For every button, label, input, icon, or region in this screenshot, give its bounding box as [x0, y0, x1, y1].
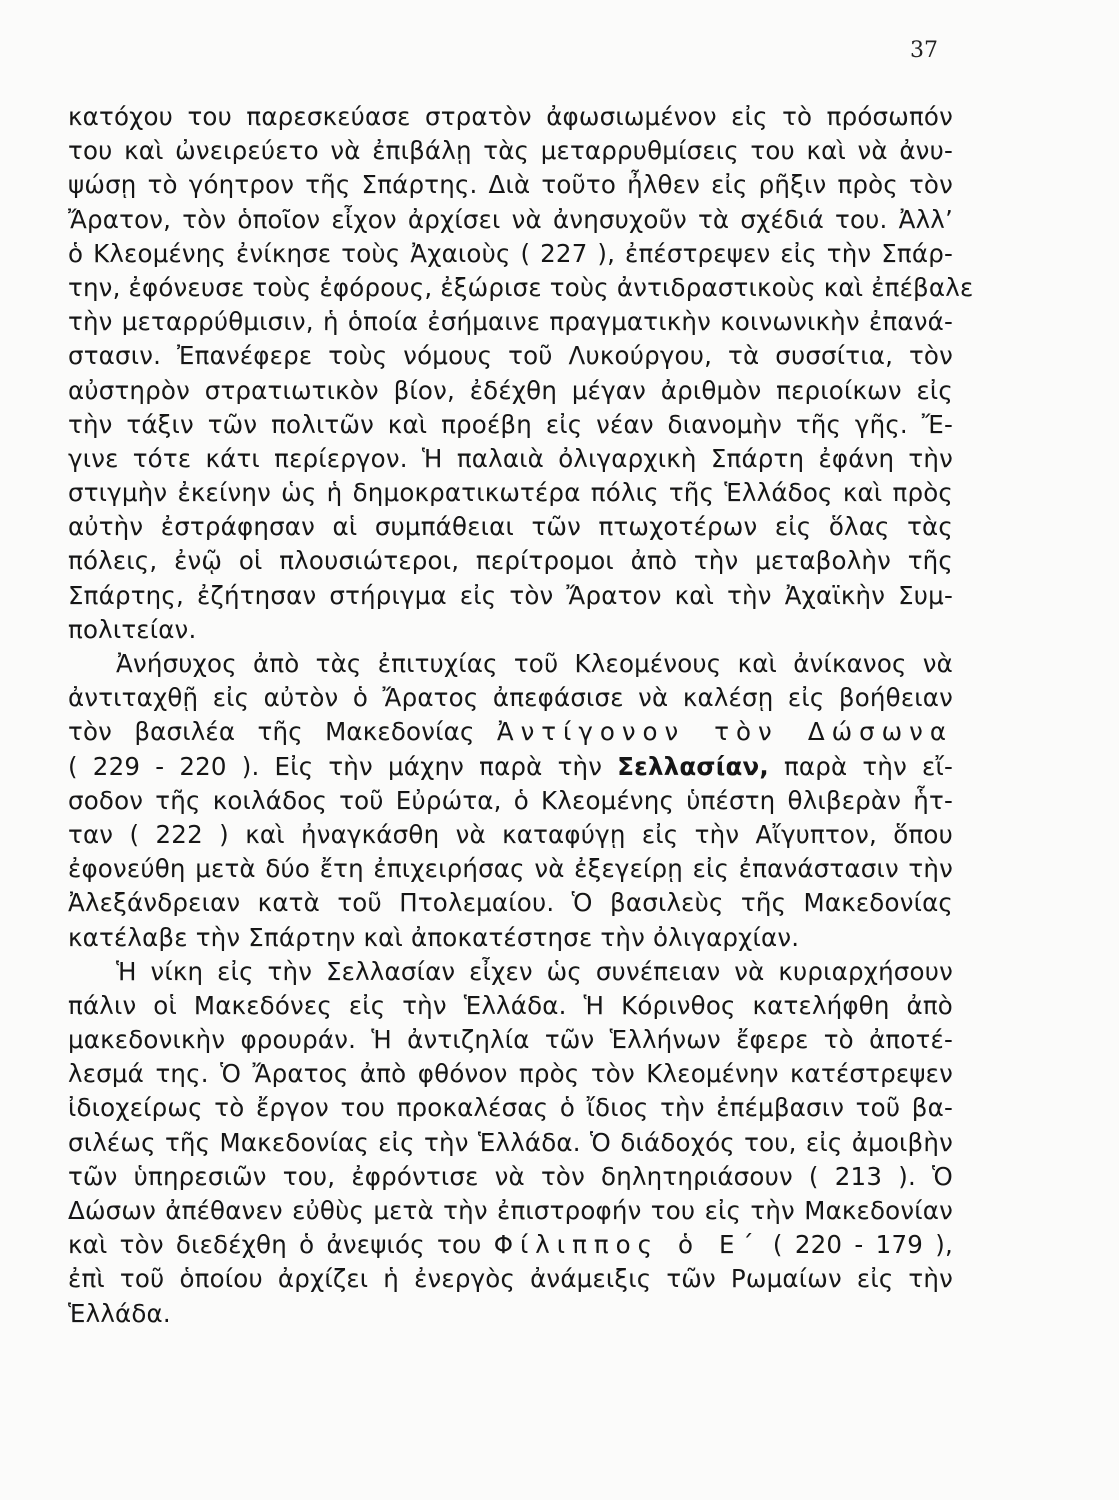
text-line: την, ἐφόνευσε τοὺς ἐφόρους, ἐξώρισε τοὺς ἀντιδραστικοὺς καὶ ἐπέβαλε	[68, 272, 974, 302]
text-line: ἀντιταχθῇ εἰς αὐτὸν ὁ Ἄρατος ἀπεφάσισε νὰ καλέσῃ εἰς βοήθειαν	[68, 683, 953, 713]
spaced-name: Ἀντίγονον τὸν Δώσωνα	[496, 717, 953, 747]
text-line: πόλεις, ἐνῷ οἱ πλουσιώτεροι, περίτρομοι ἀπὸ τὴν μεταβολὴν τῆς	[68, 546, 953, 576]
text-line: Ἀλεξάνδρειαν κατὰ τοῦ Πτολεμαίου. Ὁ βασιλεὺς τῆς Μακεδονίας	[68, 888, 953, 918]
paragraph-2	[68, 647, 953, 955]
text-line: Ἡ νίκη εἰς τὴν Σελλασίαν εἶχεν ὡς συνέπειαν νὰ κυριαρχήσουν	[116, 956, 953, 986]
paragraph-1	[68, 100, 974, 647]
text-line: αὐτὴν ἐστράφησαν αἱ συμπάθειαι τῶν πτωχοτέρων εἰς ὅλας τὰς	[68, 512, 953, 542]
text-line-with-name	[68, 715, 953, 749]
text-line: του καὶ ὠνειρεύετο νὰ ἐπιβάλῃ τὰς μεταρρυθμίσεις του καὶ νὰ ἀνυ-	[68, 136, 953, 166]
text-line: τῶν ὑπηρεσιῶν του, ἐφρόντισε νὰ τὸν δηλητηριάσουν ( 213 ). Ὁ	[68, 1161, 953, 1191]
text-line: τὴν τάξιν τῶν πολιτῶν καὶ προέβη εἰς νέαν διανομὴν τῆς γῆς. Ἔ-	[68, 409, 953, 439]
text-line-with-name	[68, 1228, 953, 1262]
text-line: αὐστηρὸν στρατιωτικὸν βίον, ἐδέχθη μέγαν ἀριθμὸν περιοίκων εἰς	[68, 375, 953, 405]
text-line: γινε τότε κάτι περίεργον. Ἡ παλαιὰ ὀλιγαρχικὴ Σπάρτη ἐφάνη τὴν	[68, 443, 953, 473]
text-line: κατέλαβε τὴν Σπάρτην καὶ ἀποκατέστησε τὴν ὀλιγαρχίαν.	[68, 922, 800, 952]
text-line: ἰδιοχείρως τὸ ἔργον του προκαλέσας ὁ ἴδιος τὴν ἐπέμβασιν τοῦ βα-	[68, 1093, 953, 1123]
text-line: Σπάρτης, ἐζήτησαν στήριγμα εἰς τὸν Ἄρατον καὶ τὴν Ἀχαϊκὴν Συμ-	[68, 580, 953, 610]
spaced-name: Φίλιππος ὁ Ε΄	[493, 1230, 761, 1260]
text-line: ψώσῃ τὸ γόητρον τῆς Σπάρτης. Διὰ τοῦτο ἦλθεν εἰς ρῆξιν πρὸς τὸν	[68, 170, 953, 200]
text-line: Ἄρατον, τὸν ὁποῖον εἶχον ἀρχίσει νὰ ἀνησυχοῦν τὰ σχέδιά του. Ἀλλ’	[68, 204, 953, 234]
text-segment: καὶ τὸν διεδέχθη ὁ ἀνεψιός του	[68, 1230, 482, 1260]
paragraph-3	[68, 955, 953, 1331]
text-line: σοδον τῆς κοιλάδος τοῦ Εὐρώτα, ὁ Κλεομένης ὑπέστη θλιβερὰν ἧτ-	[68, 785, 953, 815]
text-line: πάλιν οἱ Μακεδόνες εἰς τὴν Ἑλλάδα. Ἡ Κόρινθος κατελήφθη ἀπὸ	[68, 990, 953, 1020]
text-line: στασιν. Ἐπανέφερε τοὺς νόμους τοῦ Λυκούργου, τὰ συσσίτια, τὸν	[68, 341, 953, 371]
text-line: σιλέως τῆς Μακεδονίας εἰς τὴν Ἑλλάδα. Ὁ διάδοχός του, εἰς ἀμοιβὴν	[68, 1127, 953, 1157]
text-line: Ἑλλάδα.	[68, 1298, 171, 1328]
body-text	[68, 100, 974, 1331]
text-line-with-bold	[68, 750, 953, 784]
page-number: 37	[910, 38, 938, 63]
text-line: ἐφονεύθη μετὰ δύο ἔτη ἐπιχειρήσας νὰ ἐξεγείρῃ εἰς ἐπανάστασιν τὴν	[68, 854, 953, 884]
text-segment: τὸν βασιλέα τῆς Μακεδονίας	[68, 717, 475, 747]
text-line: Ἀνήσυχος ἀπὸ τὰς ἐπιτυχίας τοῦ Κλεομένους καὶ ἀνίκανος νὰ	[116, 649, 953, 678]
text-segment: ( 229 - 220 ). Εἰς τὴν μάχην παρὰ τὴν	[68, 751, 603, 781]
text-line: τὴν μεταρρύθμισιν, ἡ ὁποία ἐσήμαινε πραγματικὴν κοινωνικὴν ἐπανά-	[68, 307, 953, 337]
bold-place-name: Σελλασίαν,	[617, 751, 769, 781]
text-line: Δώσων ἀπέθανεν εὐθὺς μετὰ τὴν ἐπιστροφήν του εἰς τὴν Μακεδονίαν	[68, 1196, 953, 1225]
text-line: ἐπὶ τοῦ ὁποίου ἀρχίζει ἡ ἐνεργὸς ἀνάμειξις τῶν Ρωμαίων εἰς τὴν	[68, 1264, 953, 1294]
text-line: πολιτείαν.	[68, 614, 197, 644]
text-line: λεσμά της. Ὁ Ἄρατος ἀπὸ φθόνον πρὸς τὸν Κλεομένην κατέστρεψεν	[68, 1059, 953, 1089]
text-line: μακεδονικὴν φρουράν. Ἡ ἀντιζηλία τῶν Ἑλλήνων ἔφερε τὸ ἀποτέ-	[68, 1025, 953, 1055]
text-line: ὁ Κλεομένης ἐνίκησε τοὺς Ἀχαιοὺς ( 227 ), ἐπέστρεψεν εἰς τὴν Σπάρ-	[68, 238, 953, 268]
text-segment: παρὰ τὴν εἴ-	[783, 751, 953, 781]
text-line: κατόχου του παρεσκεύασε στρατὸν ἀφωσιωμένον εἰς τὸ πρόσωπόν	[68, 102, 953, 131]
text-segment: ( 220 - 179 ),	[772, 1230, 953, 1260]
text-line: στιγμὴν ἐκείνην ὡς ἡ δημοκρατικωτέρα πόλις τῆς Ἑλλάδος καὶ πρὸς	[68, 478, 953, 508]
text-line: ταν ( 222 ) καὶ ἠναγκάσθη νὰ καταφύγῃ εἰς τὴν Αἴγυπτον, ὅπου	[68, 819, 953, 849]
